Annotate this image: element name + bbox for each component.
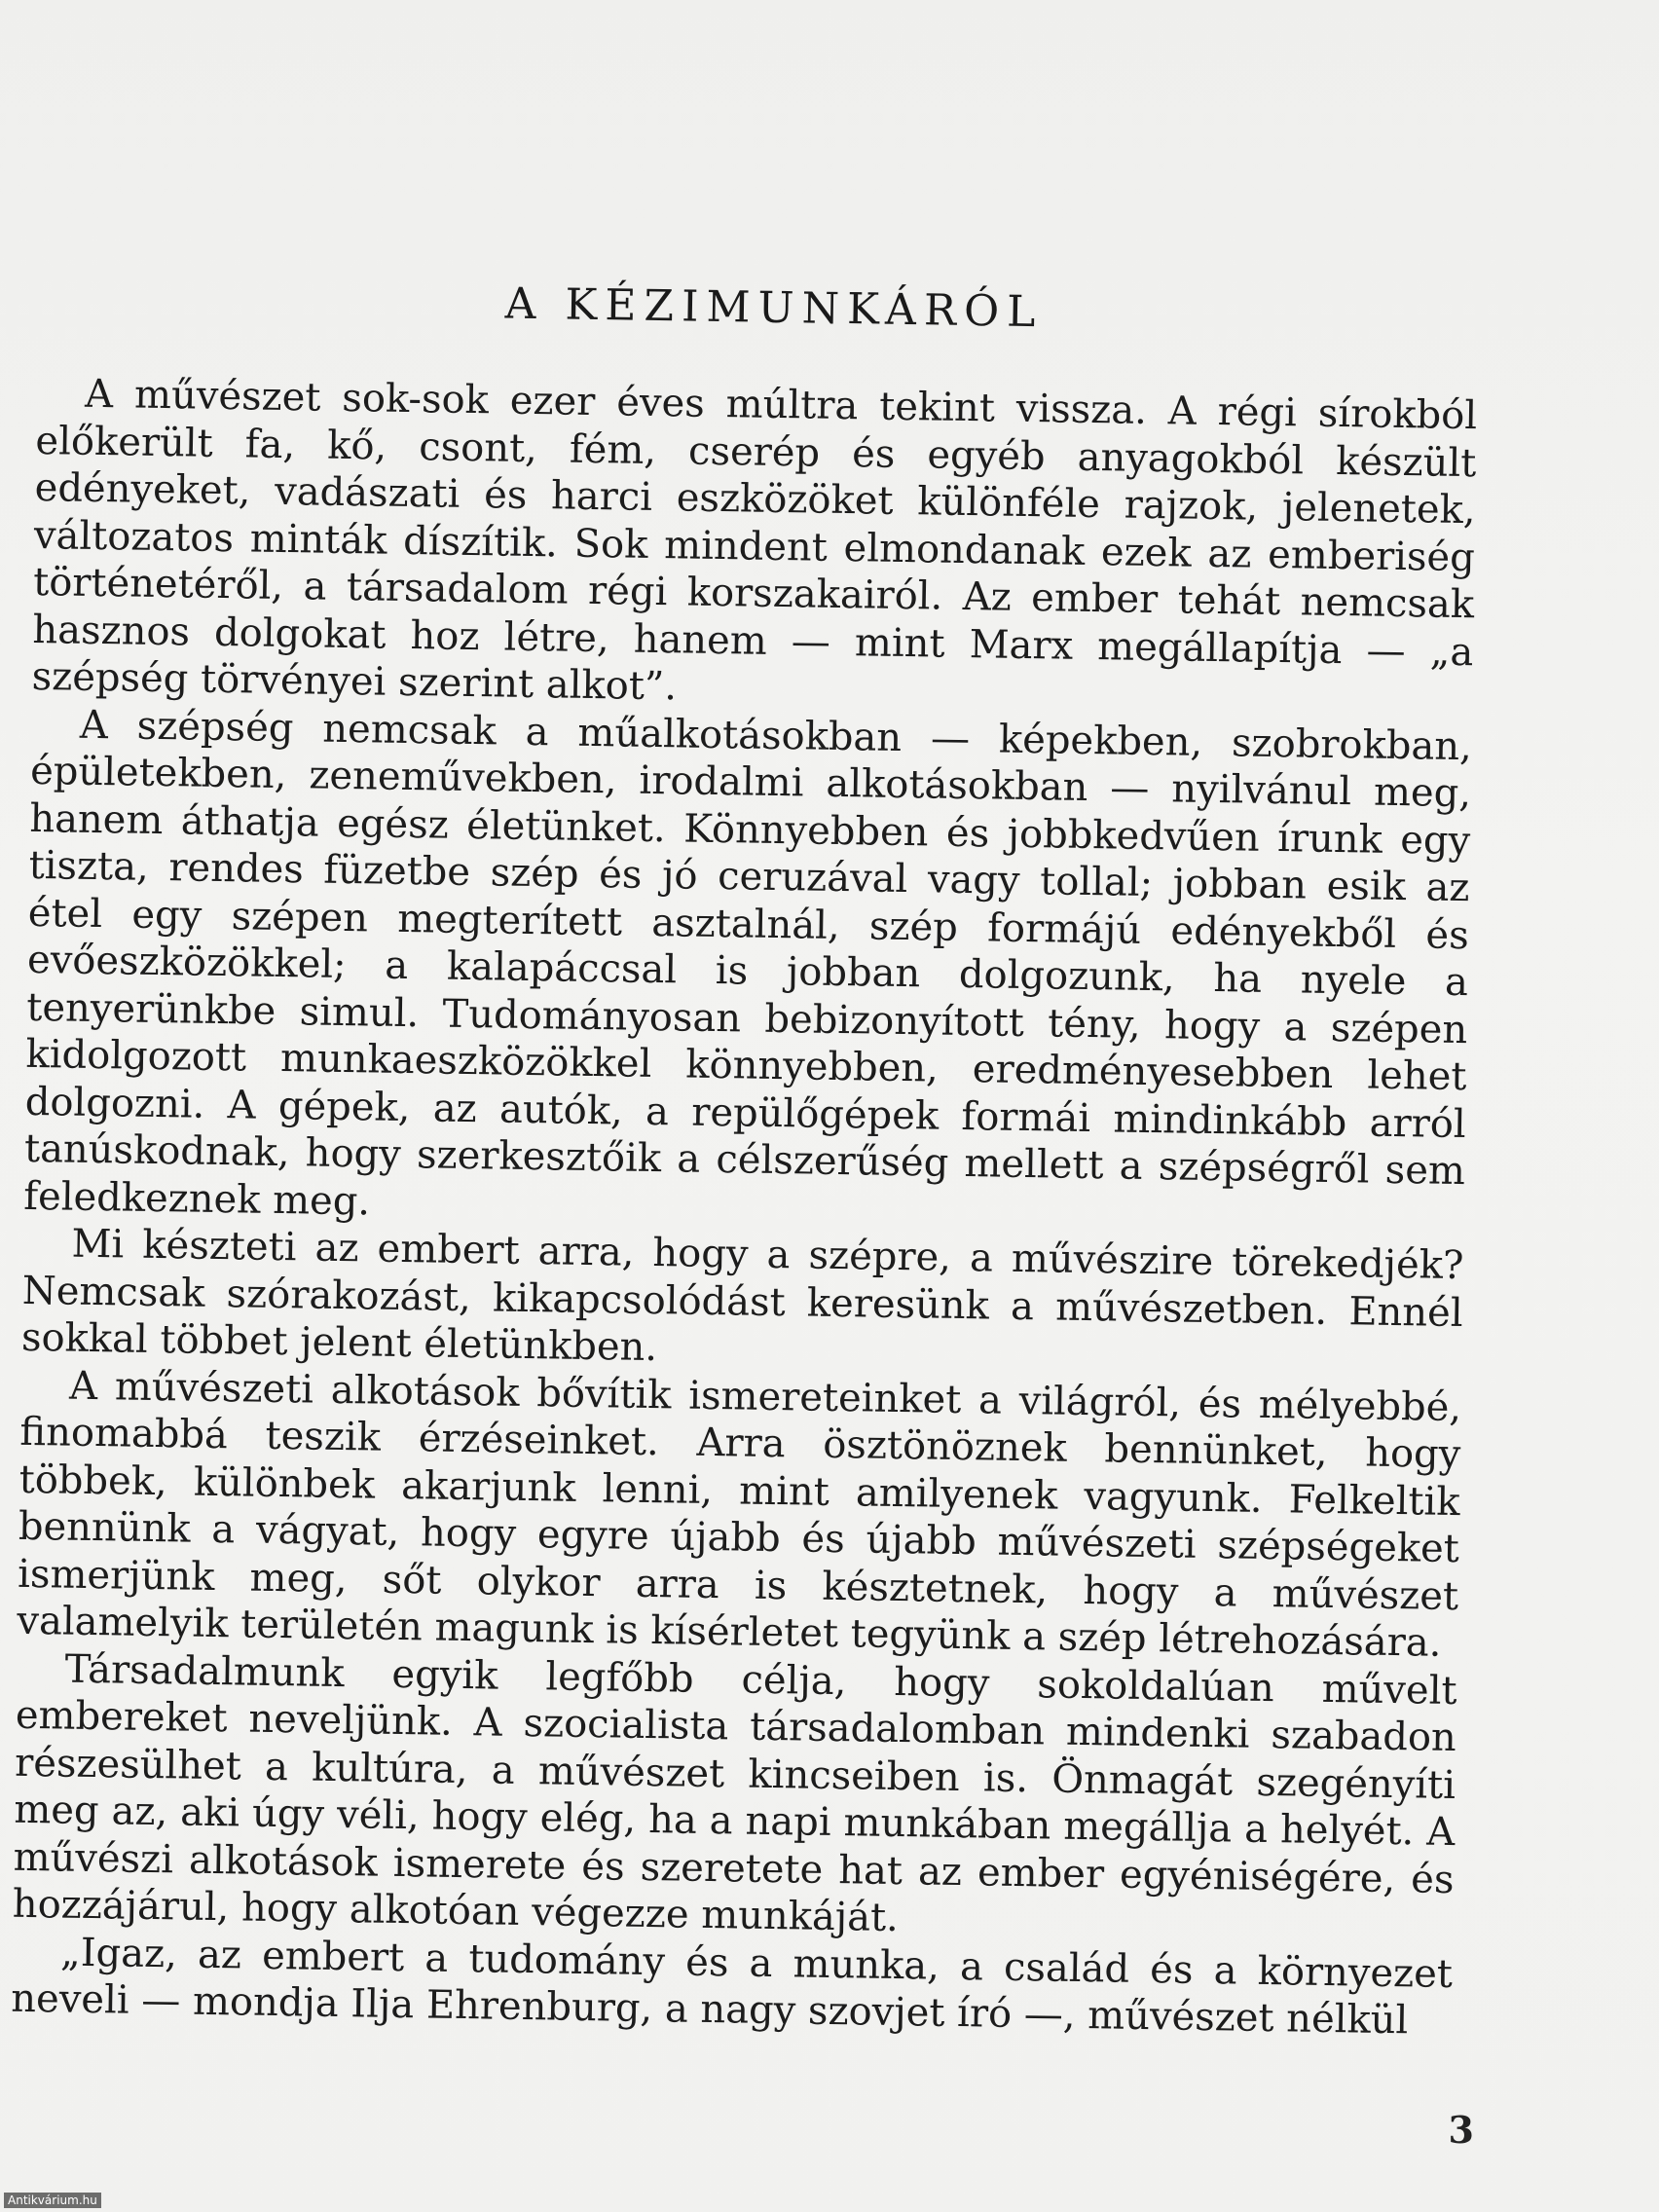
paragraph: A szépség nemcsak a műalkotásokban — képekben, szobrokban, épületekben, zeneművekben, irodalmi alkotásokban — nyilvánul meg, hanem áthatja egész életünket. Könnyebben és jobbkedvűen írunk egy tiszta, rendes füzetbe szép és jó ceruzával vagy tollal; jobban esik az étel egy szépen megterített asztalnál, szép formájú edényekből és evőeszközökkel; a kalapáccsal is jobban dolgozunk, ha nyele a tenyerünkbe simul. Tudományosan bebizonyított tény, hogy a szépen kidolgozott munkaeszközökkel könnyebben, eredményesebben lehet dolgozni. A gépek, az autók, a repülőgépek formái mindinkább arról tanúskodnak, hogy szerkesztőik a célszerűség mellett a szépségről sem feledkeznek meg.	[22, 702, 1473, 1224]
watermark: Antikvárium.hu	[4, 2193, 101, 2208]
paragraph: Társadalmunk egyik legfőbb célja, hogy sokoldalúan művelt embereket neveljünk. A szocialista társadalomban mindenki szabadon részesülhet a kultúra, a művészet kincseiben is. Önmagát szegényíti meg az, aki úgy véli, hogy elég, ha a napi munkában megállja a helyét. A művészi alkotások ismerete és szeretete hat az ember egyéniségére, és hozzájárul, hogy alkotóan végezze munkáját.	[12, 1646, 1457, 1941]
paragraph: A művészeti alkotások bővítik ismereteinket a világról, és mélyebbé, finomabbá teszik érzéseinket. Arra ösztönöznek bennünket, hogy többek, különbek akarjunk lenni, mint amilyenek vagyunk. Felkeltik bennünk a vágyat, hogy egyre újabb és újabb művészeti szépségeket ismerjünk meg, sőt olykor arra is késztetnek, hogy a művészet valamelyik területén magunk is kísérletet tegyünk a szép létrehozására.	[17, 1363, 1462, 1666]
paragraph: „Igaz, az embert a tudomány és a munka, a család és a környezet neveli — mondja Ilja Ehrenburg, a nagy szovjet író —, művészet nélkül	[11, 1930, 1454, 2044]
book-page	[9, 224, 1499, 2174]
page-title: A KÉZIMUNKÁRÓL	[504, 279, 1044, 338]
paragraph: Mi készteti az embert arra, hogy a szépre, a művészire törekedjék? Nemcsak szórakozást, kikapcsolódást keresünk a művészetben. Ennél sokkal többet jelent életünkben.	[20, 1221, 1464, 1371]
paragraph: A művészet sok-sok ezer éves múltra tekint vissza. A régi sírokból előkerült fa, kő, csont, fém, cserép és egyéb anyagokból készült edényeket, vadászati és harci eszközöket különféle rajzok, jelenetek, változatos minták díszítik. Sok mindent elmondanak ezek az emberiség történetéről, a társadalom régi korszakairól. Az ember tehát nemcsak hasznos dolgokat hoz létre, hanem — mint Marx megállapítja — „a szépség törvényei szerint alkot”.	[31, 371, 1478, 710]
page-number: 3	[1448, 2108, 1474, 2152]
body-text	[11, 370, 1477, 2046]
